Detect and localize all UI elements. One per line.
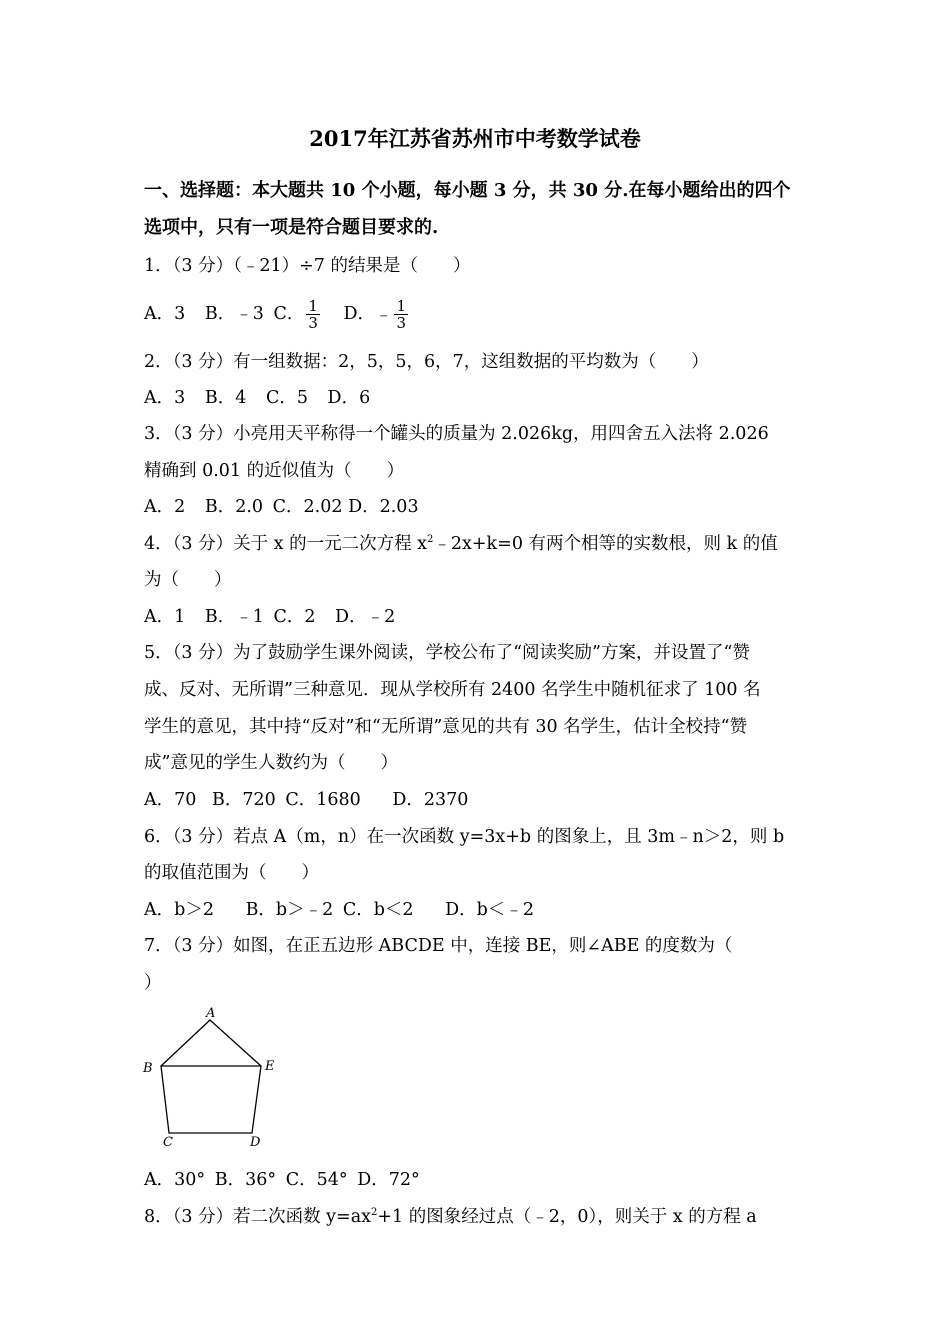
option-a: A．3 [144, 388, 186, 408]
option-a: A．3 [144, 304, 186, 324]
question-4-options [144, 603, 814, 631]
question-8-stem-part-a: 8．（3 分）若二次函数 y=ax [144, 1207, 371, 1227]
option-c: C．5 [265, 388, 308, 408]
option-b: B．﹣1 [204, 607, 264, 627]
vertex-label-d: D [250, 1135, 261, 1150]
question-3-stem-line-2: 精确到 0.01 的近似值为（ ） [144, 461, 405, 481]
fraction-denominator: 3 [308, 314, 318, 332]
option-d: D． [343, 304, 375, 324]
option-a: A．1 [144, 607, 186, 627]
option-b: B．36° [214, 1170, 277, 1190]
option-d: D．6 [327, 388, 371, 408]
option-a: A．30° [144, 1170, 206, 1190]
vertex-label-e: E [265, 1059, 275, 1074]
fraction-numerator: 1 [396, 297, 407, 315]
question-8-stem-part-b: +1 的图象经过点（﹣2，0），则关于 x 的方程 a [377, 1207, 757, 1227]
question-6-options [144, 896, 814, 924]
question-5-options [144, 786, 814, 814]
option-c: C．2.02 [272, 497, 343, 517]
question-2-options [144, 384, 814, 412]
option-c: C．2 [273, 607, 316, 627]
question-6-stem-line-1: 6．（3 分）若点 A（m，n）在一次函数 y=3x+b 的图象上，且 3m﹣n＞2，则 b [144, 827, 785, 847]
question-1-options [144, 298, 814, 331]
question-4-stem-part-b: ﹣2x+k=0 有两个相等的实数根，则 k 的值 [433, 534, 778, 554]
option-a: A．b＞2 [144, 900, 214, 920]
pentagon-figure [140, 1000, 290, 1150]
option-c: C． [273, 304, 305, 324]
question-4-stem-part-a: 4．（3 分）关于 x 的一元二次方程 x [144, 534, 428, 554]
pentagon-outline [161, 1020, 261, 1133]
option-c: C．54° [285, 1170, 348, 1190]
option-b: B．﹣3 [204, 304, 264, 324]
section-heading-line-2: 选项中，只有一项是符合题目要求的. [144, 217, 439, 238]
fraction-denominator: 3 [396, 314, 407, 332]
option-a: A．70 [144, 790, 197, 810]
question-2-stem: 2．（3 分）有一组数据：2，5，5，6，7，这组数据的平均数为（ ） [144, 352, 709, 372]
question-8-stem-line-1 [144, 1203, 814, 1231]
question-4-stem-line-1 [144, 530, 814, 558]
page-title: 2017年江苏省苏州市中考数学试卷 [309, 126, 641, 151]
option-c: C．b＜2 [342, 900, 414, 920]
section-heading-line-1: 一、选择题：本大题共 10 个小题，每小题 3 分，共 30 分.在每小题给出的四个 [144, 180, 791, 201]
question-4-stem-line-2: 为（ ） [144, 570, 232, 590]
fraction-one-third [306, 298, 320, 331]
option-d: D．2.03 [348, 497, 419, 517]
option-d: D．72° [357, 1170, 420, 1190]
fraction-numerator: 1 [308, 297, 318, 315]
fraction-one-third [394, 298, 408, 331]
exponent: 2 [371, 1207, 378, 1219]
question-5-stem-line-1: 5．（3 分）为了鼓励学生课外阅读，学校公布了“阅读奖励”方案，并设置了“赞 [144, 643, 750, 663]
vertex-label-b: B [143, 1061, 153, 1076]
option-b: B．b＞﹣2 [245, 900, 334, 920]
option-c: C．1680 [285, 790, 361, 810]
question-5-stem-line-3: 学生的意见，其中持“反对”和“无所谓”意见的共有 30 名学生，估计全校持“赞 [144, 717, 748, 737]
option-b: B．4 [204, 388, 247, 408]
question-6-stem-line-2: 的取值范围为（ ） [144, 863, 319, 883]
question-3-stem-line-1: 3．（3 分）小亮用天平称得一个罐头的质量为 2.026kg，用四舍五入法将 2.026 [144, 424, 769, 444]
question-5-stem-line-4: 成”意见的学生人数约为（ ） [144, 753, 398, 773]
pentagon-diagram [140, 1000, 290, 1150]
question-7-stem-line-1: 7．（3 分）如图，在正五边形 ABCDE 中，连接 BE，则∠ABE 的度数为（ [144, 936, 733, 956]
option-b: B．2.0 [204, 497, 264, 517]
minus-sign: ﹣ [374, 304, 393, 325]
question-7-stem-line-2: ） [144, 973, 162, 993]
question-7-options [144, 1166, 814, 1194]
vertex-label-a: A [206, 1006, 216, 1021]
option-b: B．720 [211, 790, 276, 810]
vertex-label-c: C [163, 1135, 173, 1150]
question-5-stem-line-2: 成、反对、无所谓”三种意见．现从学校所有 2400 名学生中随机征求了 100 名 [144, 680, 761, 700]
option-d: D．﹣2 [335, 607, 396, 627]
option-d: D．b＜﹣2 [445, 900, 535, 920]
option-d: D．2370 [392, 790, 469, 810]
question-3-options [144, 493, 814, 521]
question-1-stem: 1．（3 分）（﹣21）÷7 的结果是（ ） [144, 256, 471, 276]
option-a: A．2 [144, 497, 186, 517]
exponent: 2 [427, 534, 434, 546]
